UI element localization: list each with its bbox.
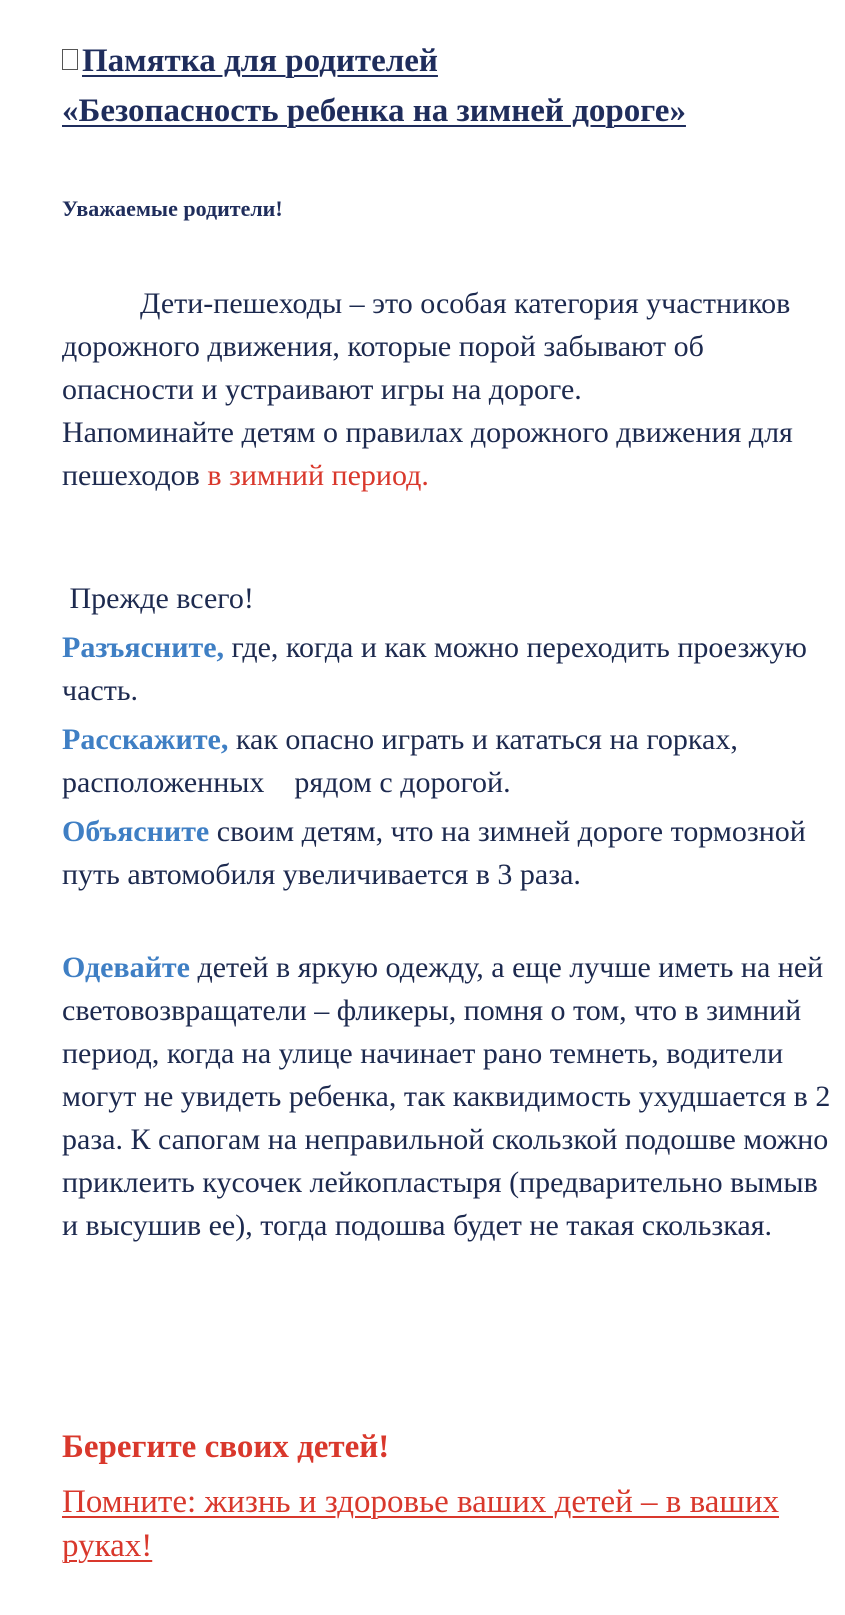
document-page (62, 36, 832, 1564)
document-title (62, 36, 832, 136)
advice-verb: Разъясните, (62, 631, 225, 664)
intro-paragraph (62, 282, 832, 497)
advice-verb: Одевайте (62, 951, 190, 984)
advice-verb: Расскажите, (62, 723, 229, 756)
advice-text: где, когда и как можно переходить проезжую часть. (62, 631, 807, 707)
first-of-all-heading (62, 577, 254, 620)
advice-item (62, 946, 832, 1247)
remember-note: Помните: жизнь и здоровье ваших детей – в ваших руках! (62, 1484, 779, 1564)
advice-item (62, 810, 832, 896)
first-of-all-text: Прежде всего! (69, 582, 254, 615)
title-line-2: «Безопасность ребенка на зимней дороге» (62, 93, 686, 129)
care-heading: Берегите своих детей! (62, 1429, 390, 1465)
greeting: Уважаемые родители! (62, 196, 283, 221)
reminder-highlight: в зимний период. (207, 459, 429, 492)
checkbox-glyph-icon (62, 49, 78, 70)
advice-text: как опасно играть и кататься на горках, расположенных рядом с дорогой. (62, 723, 746, 799)
intro-text: Дети-пешеходы – это особая категория участников дорожного движения, которые порой забывают об опасности и устраивают игры на дороге. (62, 287, 791, 406)
advice-text: детей в яркую одежду, а еще лучше иметь на ней световозвращатели – фликеры, помня о том, что в зимний период, когда на улице начинает рано темнеть, водители могут не увидеть ребенка, так каквидимость ухудшается в 2 раза. К сапогам на неправильной скользкой подошве можно приклеить кусочек лейкопластыря (предварительно вымыв и высушив ее), тогда подошва будет не такая скользкая. (62, 951, 831, 1242)
advice-text: своим детям, что на зимней дороге тормозной путь автомобиля увеличивается в 3 раза. (62, 815, 806, 891)
reminder-text: Напоминайте детям о правилах дорожного движения для пешеходов (62, 416, 793, 492)
title-line-1: Памятка для родителей (82, 43, 438, 79)
advice-item (62, 626, 832, 712)
advice-verb: Объясните (62, 815, 210, 848)
advice-item (62, 718, 832, 804)
